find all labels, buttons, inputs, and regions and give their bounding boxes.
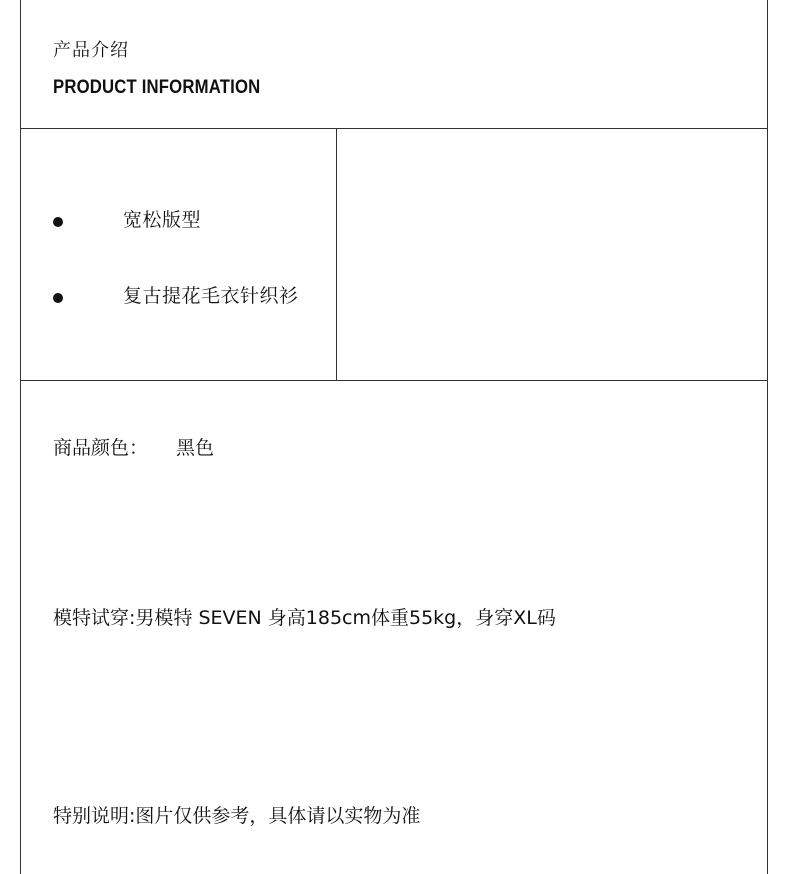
product-details	[21, 381, 767, 874]
special-note-text: 特别说明:图片仅供参考，具体请以实物为准	[53, 805, 421, 827]
feature-image-area	[337, 129, 767, 380]
product-info-frame	[20, 0, 768, 874]
feature-row	[21, 129, 767, 381]
color-line	[53, 433, 214, 460]
model-fitting-text: 模特试穿:男模特 SEVEN 身高185cm体重55kg，身穿XL码	[53, 607, 556, 629]
color-label: 商品颜色：	[53, 437, 149, 459]
bullet-icon	[53, 293, 63, 303]
color-value: 黑色	[176, 437, 215, 459]
section-title-cn: 产品介绍	[53, 40, 129, 61]
feature-label-style: 复古提花毛衣针织衫	[123, 285, 299, 307]
feature-list	[21, 129, 337, 380]
section-title-en: PRODUCT INFORMATION	[53, 77, 261, 98]
bullet-icon	[53, 217, 63, 227]
feature-label-fit: 宽松版型	[123, 209, 202, 231]
feature-item	[53, 205, 201, 232]
feature-item	[53, 281, 299, 308]
section-header	[21, 0, 767, 129]
